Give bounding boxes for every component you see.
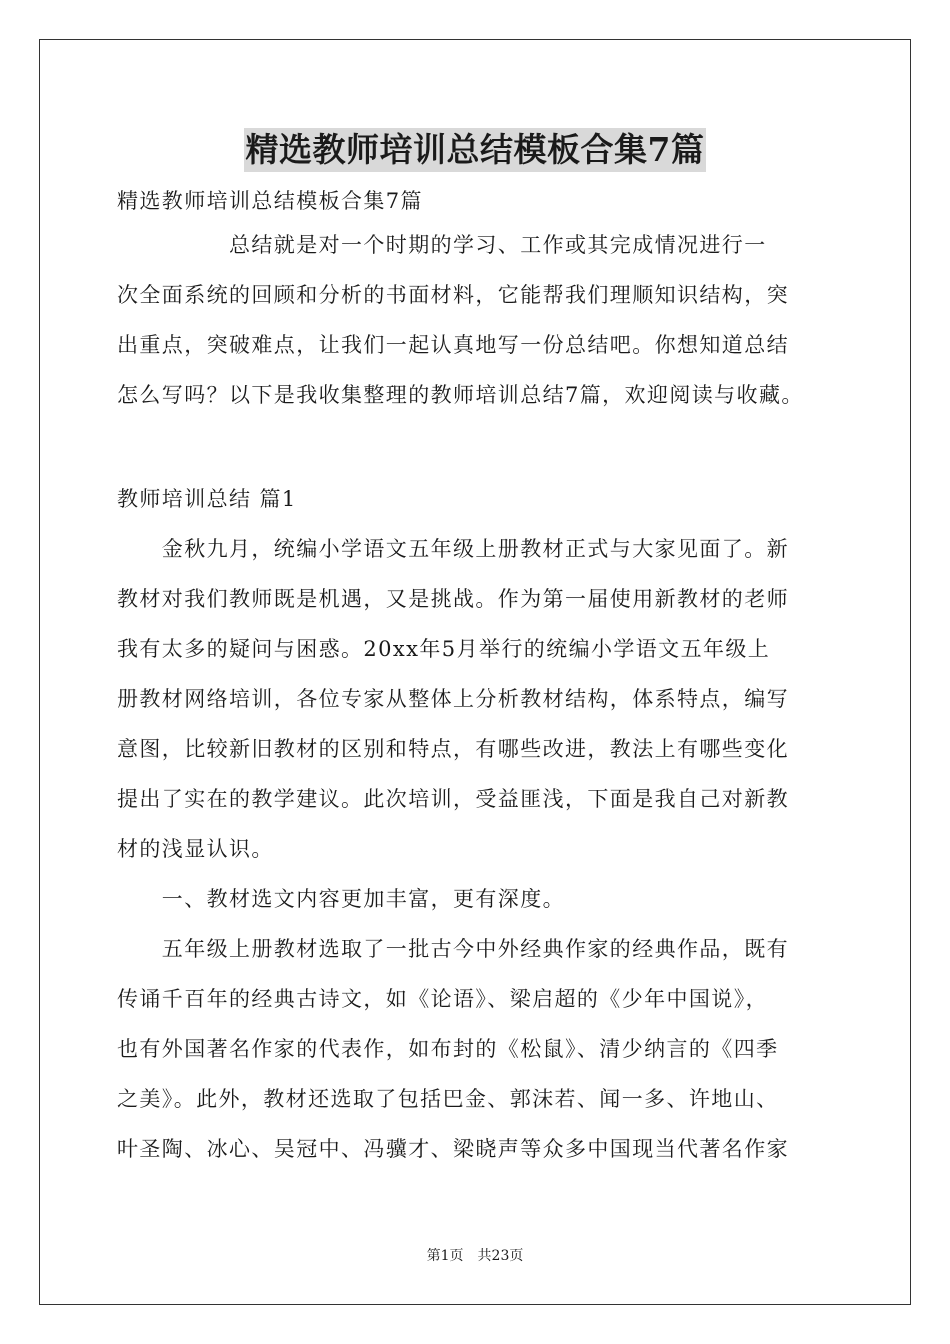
page-footer <box>0 1246 950 1266</box>
paragraph-line: 教材对我们教师既是机遇，又是挑战。作为第一届使用新教材的老师 <box>117 587 789 611</box>
paragraph-line: 册教材网络培训，各位专家从整体上分析教材结构，体系特点，编写 <box>117 687 789 711</box>
paragraph-line: 金秋九月，统编小学语文五年级上册教材正式与大家见面了。新 <box>117 537 789 561</box>
paragraph-line: 材的浅显认识。 <box>117 837 274 861</box>
body-paragraphs <box>117 524 842 1174</box>
paragraph-line: 提出了实在的教学建议。此次培训，受益匪浅，下面是我自己对新教 <box>117 787 789 811</box>
paragraph-line: 意图，比较新旧教材的区别和特点，有哪些改进，教法上有哪些变化 <box>117 737 789 761</box>
paragraph-line: 也有外国著名作家的代表作，如布封的《松鼠》、清少纳言的《四季 <box>117 1037 779 1061</box>
paragraph-line: 我有太多的疑问与困惑。20xx年5月举行的统编小学语文五年级上 <box>117 637 771 661</box>
paragraph-line: 怎么写吗？以下是我收集整理的教师培训总结7篇，欢迎阅读与收藏。 <box>117 383 804 407</box>
paragraph-line: 出重点，突破难点，让我们一起认真地写一份总结吧。你想知道总结 <box>117 333 789 357</box>
paragraph-line: 叶圣陶、冰心、吴冠中、冯骥才、梁晓声等众多中国现当代著名作家 <box>117 1137 789 1161</box>
page-number: 第1页 共23页 <box>426 1248 524 1264</box>
subtitle-line: 精选教师培训总结模板合集7篇 <box>117 189 423 213</box>
paragraph-line: 传诵千百年的经典古诗文，如《论语》、梁启超的《少年中国说》， <box>117 987 768 1011</box>
section-heading-text: 教师培训总结 篇1 <box>117 487 297 511</box>
paragraph-line: 之美》。此外，教材还选取了包括巴金、郭沫若、闻一多、许地山、 <box>117 1087 779 1111</box>
intro-paragraph <box>117 220 842 420</box>
document-title: 精选教师培训总结模板合集7篇 <box>244 128 707 172</box>
paragraph-line: 次全面系统的回顾和分析的书面材料，它能帮我们理顺知识结构，突 <box>117 283 789 307</box>
document-subtitle <box>117 176 842 226</box>
title-container <box>0 128 950 172</box>
paragraph-line: 一、教材选文内容更加丰富，更有深度。 <box>117 887 565 911</box>
section-heading <box>117 474 842 524</box>
paragraph-line: 总结就是对一个时期的学习、工作或其完成情况进行一 <box>117 233 767 257</box>
paragraph-line: 五年级上册教材选取了一批古今中外经典作家的经典作品，既有 <box>117 937 789 961</box>
